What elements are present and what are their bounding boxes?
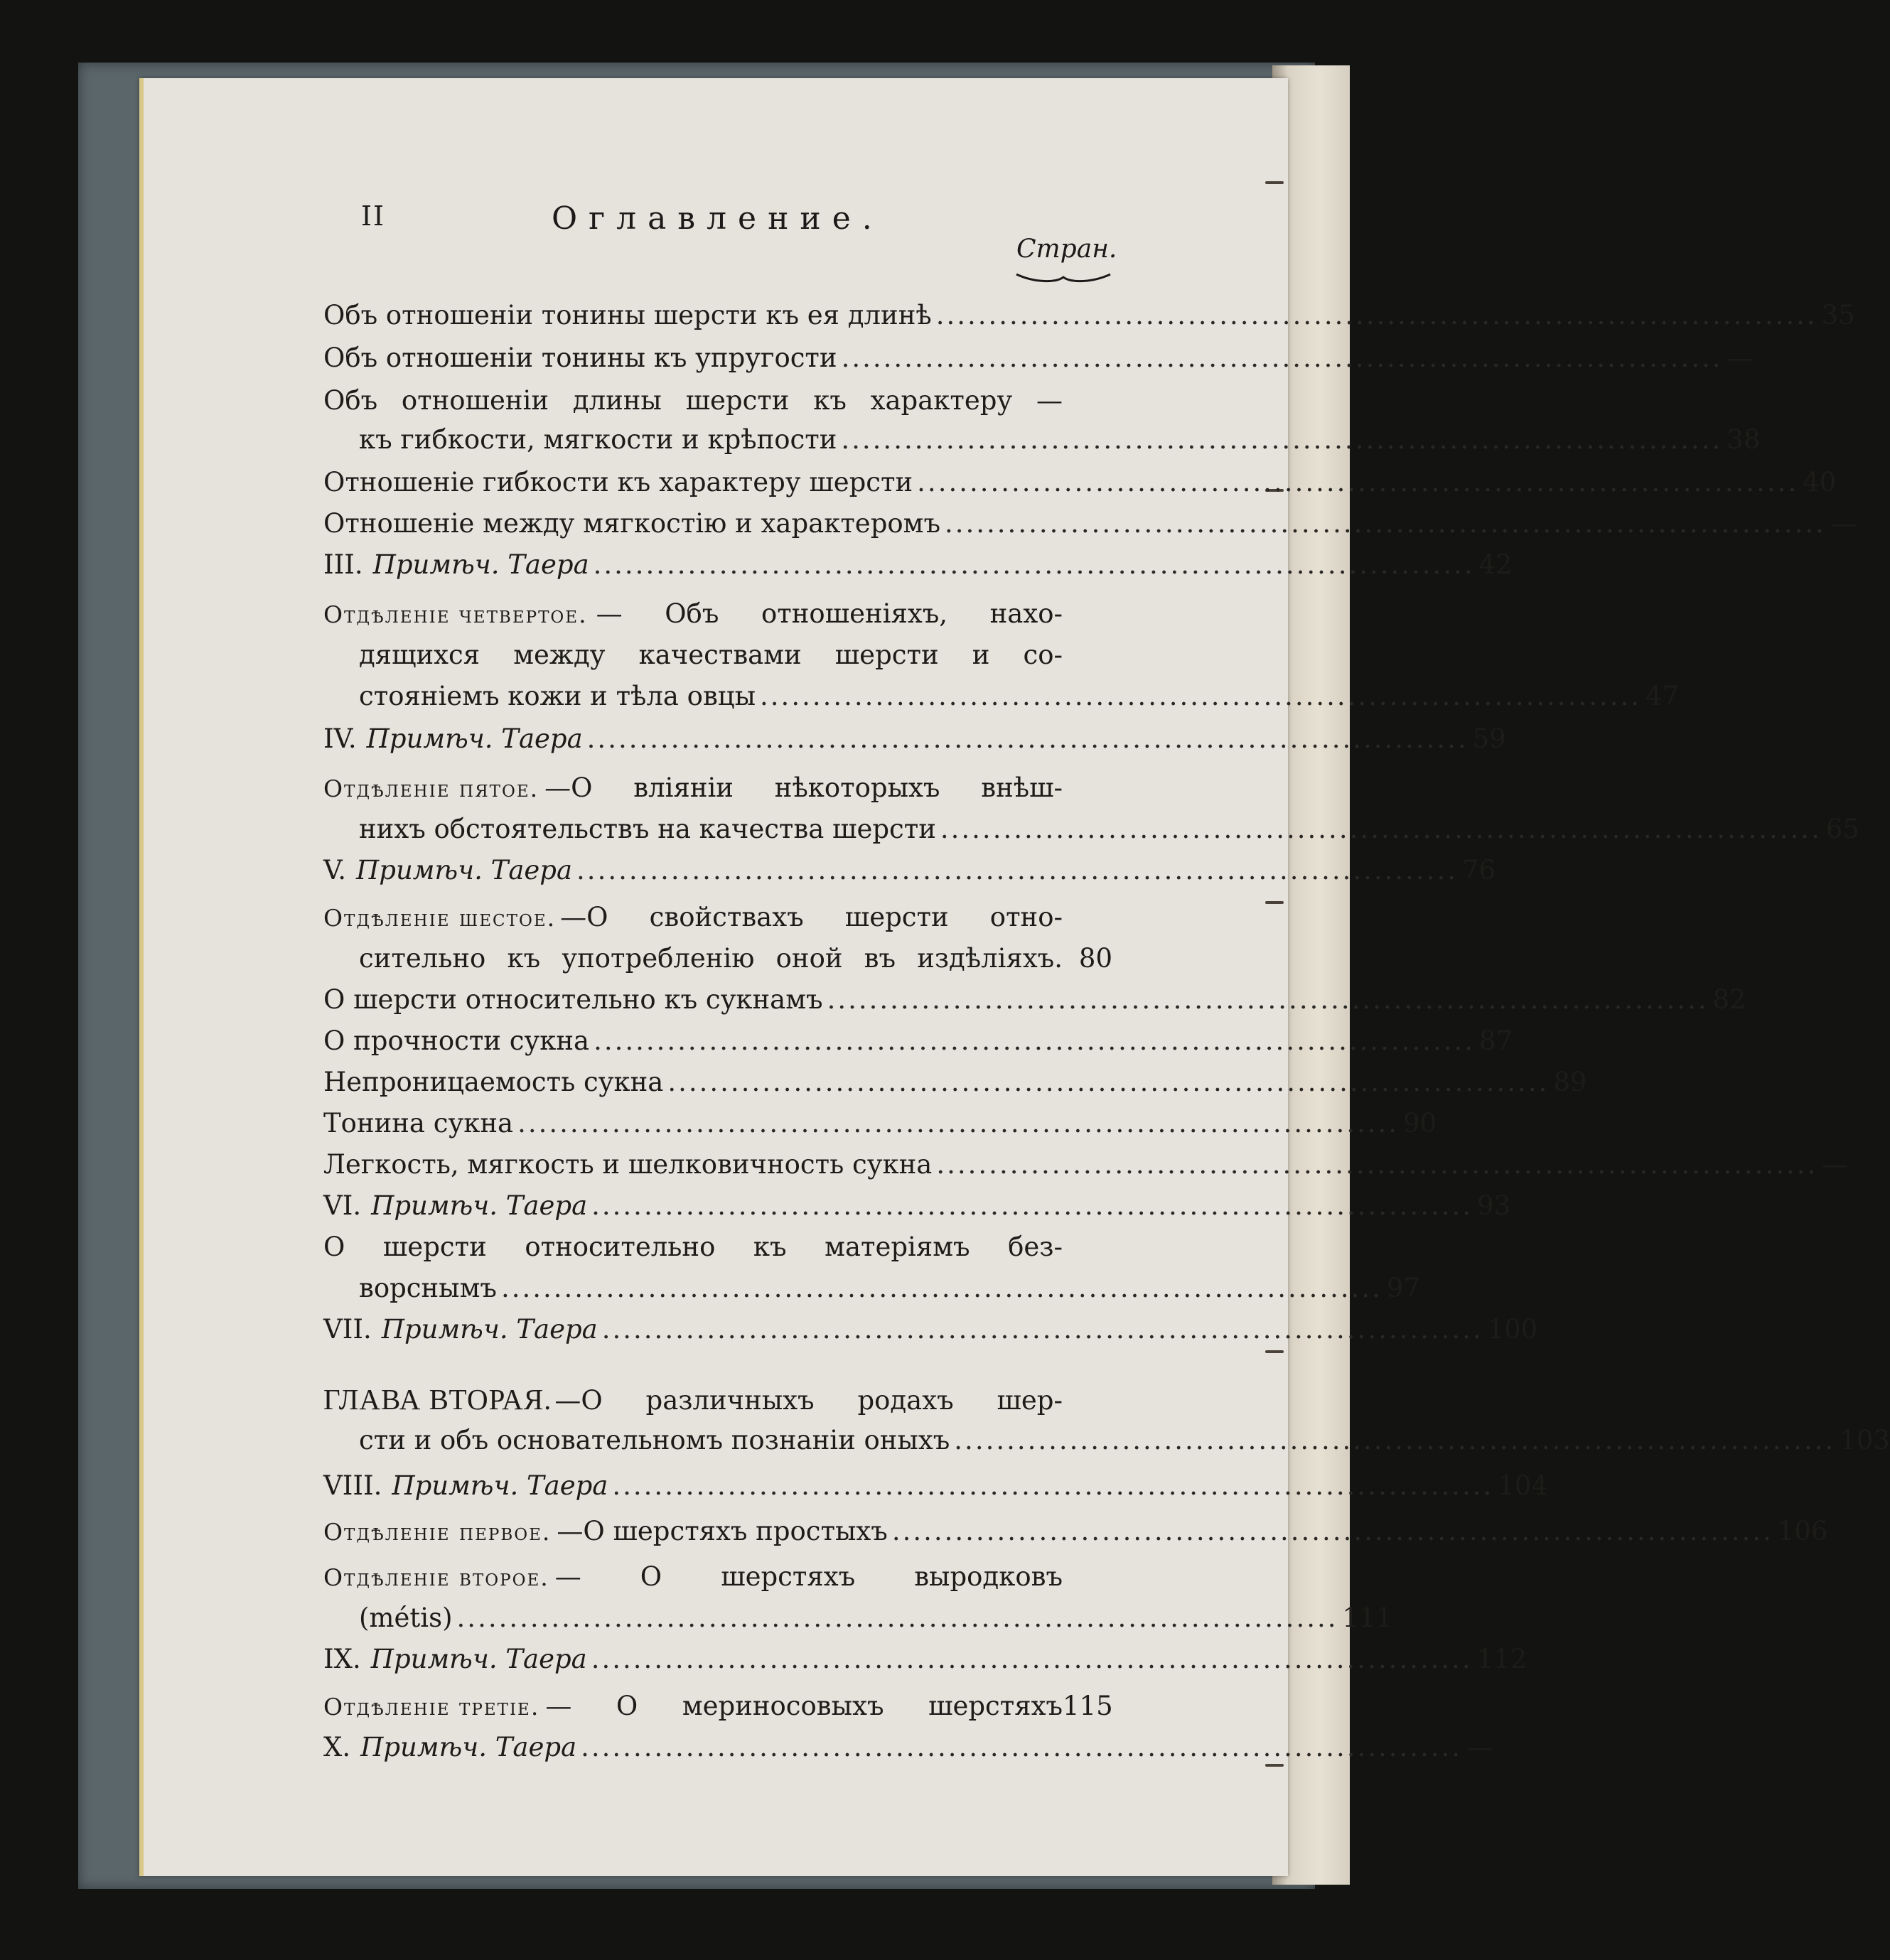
toc-page-number: 115 xyxy=(1063,1691,1113,1721)
toc-page-number: 104 xyxy=(1498,1470,1548,1501)
toc-entry xyxy=(323,850,1496,891)
toc-entry-text: Примѣч. Таера xyxy=(366,723,583,754)
toc-entry-text: Объ отношенiи тонины шерсти къ ея длинѣ xyxy=(323,300,932,330)
toc-entry-text: Примѣч. Таера xyxy=(392,1470,608,1501)
toc-entry-number: III. xyxy=(323,549,363,580)
dot-leader: .................................................................................... xyxy=(593,549,1475,580)
toc-entry-text: Примѣч. Таера xyxy=(372,549,589,580)
dot-leader: .................................................................................... xyxy=(936,1149,1818,1180)
toc-entry-text: — Объ отношенiяхъ, нахо- xyxy=(596,598,1063,629)
toc-entry xyxy=(323,295,1855,336)
toc-entry-text: Объ отношенiи длины шерсти къ характеру — xyxy=(323,385,1063,416)
toc-entry xyxy=(323,897,1112,938)
toc-page-number: 111 xyxy=(1342,1603,1393,1633)
toc-entry-text: стоянiемъ кожи и тѣла овцы xyxy=(359,681,756,711)
toc-entry xyxy=(323,1062,1587,1103)
toc-page-number: 76 xyxy=(1462,855,1496,885)
dot-leader: .................................................................................... xyxy=(667,1067,1550,1097)
toc-page-number: — xyxy=(1466,1732,1493,1762)
toc-entry xyxy=(323,979,1746,1021)
toc-entry-text: —О свойствахъ шерсти отно- xyxy=(560,902,1063,932)
toc-page-number: 112 xyxy=(1476,1644,1527,1674)
toc-entry-number: IV. xyxy=(323,723,357,754)
toc-entry-number: V. xyxy=(323,855,347,885)
toc-entry xyxy=(359,809,1859,850)
toc-section-heading: Отдѣленiе третiе. xyxy=(323,1693,540,1721)
dot-leader: .................................................................................... xyxy=(944,508,1826,539)
page-title: Оглавление. xyxy=(552,200,884,237)
toc-entry xyxy=(323,1639,1527,1680)
toc-page-number: 93 xyxy=(1477,1190,1511,1221)
toc-entry-text: дящихся между качествами шерсти и со- xyxy=(359,640,1063,670)
toc-entry xyxy=(359,1268,1420,1309)
toc-entry xyxy=(323,1021,1513,1062)
toc-entry-text: Тонина сукна xyxy=(323,1108,514,1138)
toc-entry-text: Примѣч. Таера xyxy=(360,1732,577,1762)
dot-leader: .................................................................................... xyxy=(500,1273,1382,1303)
toc-page-number: — xyxy=(1830,508,1857,539)
toc-page-number: 89 xyxy=(1553,1067,1587,1097)
toc-entry-number: VI. xyxy=(323,1190,362,1221)
toc-entry xyxy=(323,503,1857,544)
toc-entry xyxy=(323,593,1112,635)
page-number: II xyxy=(361,200,386,232)
toc-entry xyxy=(359,635,1112,676)
dot-leader: .................................................................................... xyxy=(517,1108,1400,1138)
toc-entry-text: Объ отношенiи тонины къ упругости xyxy=(323,343,837,373)
dot-leader: .................................................................................... xyxy=(576,855,1458,885)
toc-entry xyxy=(323,768,1112,809)
toc-entry-text: Легкость, мягкость и шелковичность сукна xyxy=(323,1149,933,1180)
toc-entry-number: VIII. xyxy=(323,1470,382,1501)
dot-leader: .................................................................................... xyxy=(841,424,1723,455)
toc-section-heading: Отдѣленiе шестое. xyxy=(323,904,557,932)
toc-entry-text: — О мериносовыхъ шерстяхъ xyxy=(545,1691,1063,1721)
toc-entry xyxy=(323,1465,1548,1507)
toc-entry-text: Примѣч. Таера xyxy=(371,1190,588,1221)
toc-page-number: 35 xyxy=(1821,300,1855,330)
dot-leader: .................................................................................... xyxy=(954,1425,1836,1455)
toc-section-heading: Отдѣленiе пятое. xyxy=(323,775,539,802)
toc-entry xyxy=(359,1420,1890,1461)
dot-leader: .................................................................................... xyxy=(456,1603,1338,1633)
dot-leader: .................................................................................... xyxy=(935,300,1817,330)
toc-entry-text: сительно къ употребленiю оной въ издѣлiяхъ. xyxy=(359,943,1063,974)
toc-entry-text: —О шерстяхъ простыхъ xyxy=(557,1516,888,1546)
toc-page-number: 90 xyxy=(1403,1108,1437,1138)
toc-page-number: 40 xyxy=(1803,467,1837,497)
toc-entry xyxy=(359,938,1112,979)
dot-leader: .................................................................................... xyxy=(760,681,1641,711)
toc-page-number: 82 xyxy=(1712,984,1746,1015)
toc-page-number: 106 xyxy=(1777,1516,1828,1546)
toc-entry xyxy=(323,1511,1828,1552)
toc-entry-text: —О влiянiи нѣкоторыхъ внѣш- xyxy=(544,772,1063,803)
toc-entry xyxy=(323,1556,1112,1598)
toc-section-heading: Отдѣленiе первое. xyxy=(323,1518,552,1546)
toc-entry-text: Примѣч. Таера xyxy=(356,855,573,885)
dot-leader: .................................................................................... xyxy=(940,814,1822,844)
toc-entry xyxy=(359,676,1680,717)
toc-entry-text: Примѣч. Таера xyxy=(381,1314,598,1345)
toc-entry xyxy=(323,462,1837,503)
toc-entry-text: О шерсти относительно къ сукнамъ xyxy=(323,984,823,1015)
toc-entry-text: О шерсти относительно къ матерiямъ без- xyxy=(323,1232,1063,1262)
toc-entry xyxy=(323,1727,1493,1768)
toc-entry-text: Отношенiе гибкости къ характеру шерсти xyxy=(323,467,913,497)
toc-page-number: 59 xyxy=(1472,723,1506,754)
toc-entry xyxy=(323,718,1506,760)
toc-entry-text: Примѣч. Таера xyxy=(370,1644,587,1674)
toc-page-number: 80 xyxy=(1078,943,1112,974)
toc-entry xyxy=(323,1309,1538,1350)
toc-entry-text: нихъ обстоятельствъ на качества шерсти xyxy=(359,814,936,844)
toc-page-number: — xyxy=(1727,343,1754,373)
toc-entry xyxy=(323,1144,1849,1185)
toc-page-number: 65 xyxy=(1825,814,1859,844)
dot-leader: .................................................................................... xyxy=(917,467,1799,497)
toc-page-number: — xyxy=(1822,1149,1849,1180)
toc-page-number: 38 xyxy=(1727,424,1761,455)
toc-entry-number: IX. xyxy=(323,1644,361,1674)
toc-entry xyxy=(323,1379,1112,1420)
dot-leader: .................................................................................... xyxy=(581,1732,1463,1762)
toc-entry-text: сти и объ основательномъ познанiи оныхъ xyxy=(359,1425,950,1455)
toc-entry-text: Непроницаемость сукна xyxy=(323,1067,664,1097)
toc-entry xyxy=(323,1185,1511,1227)
toc-page-number: 97 xyxy=(1386,1273,1420,1303)
toc-section-heading: Отдѣленiе второе. xyxy=(323,1563,549,1591)
toc-page-number: 47 xyxy=(1645,681,1680,711)
toc-entry xyxy=(323,544,1513,586)
toc-entry-text: (métis) xyxy=(359,1603,453,1633)
toc-entry-text: О прочности сукна xyxy=(323,1025,590,1056)
dot-leader: .................................................................................... xyxy=(827,984,1709,1015)
dot-leader: .................................................................................... xyxy=(612,1470,1494,1501)
dot-leader: .................................................................................... xyxy=(601,1314,1483,1345)
toc-entry xyxy=(359,1598,1393,1639)
toc-entry-text: къ гибкости, мягкости и крѣпости xyxy=(359,424,837,455)
toc-entry xyxy=(323,338,1754,379)
toc-entry xyxy=(323,1227,1112,1268)
toc-entry-number: X. xyxy=(323,1732,351,1762)
toc-entry xyxy=(323,1686,1112,1727)
toc-page-number: 100 xyxy=(1487,1314,1538,1345)
dot-leader: .................................................................................... xyxy=(591,1644,1473,1674)
flourish-underline xyxy=(1014,270,1113,284)
pages-column-label: Стран. xyxy=(1016,235,1117,264)
dot-leader: .................................................................................... xyxy=(586,723,1468,754)
toc-chapter-heading: ГЛАВА ВТОРАЯ. xyxy=(323,1383,552,1416)
toc-entry-text: —О различныхъ родахъ шер- xyxy=(554,1385,1063,1416)
toc-entry-number: VII. xyxy=(323,1314,372,1345)
toc-entry-text: Отношенiе между мягкостiю и характеромъ xyxy=(323,508,940,539)
toc-section-heading: Отдѣленiе четвертое. xyxy=(323,601,588,628)
dot-leader: .................................................................................... xyxy=(841,343,1723,373)
dot-leader: .................................................................................... xyxy=(891,1516,1773,1546)
toc-page-number: 87 xyxy=(1479,1025,1513,1056)
toc-page-number: 42 xyxy=(1478,549,1513,580)
dot-leader: .................................................................................... xyxy=(591,1190,1473,1221)
toc-page-number: 103 xyxy=(1840,1425,1890,1455)
toc-entry-text: — О шерстяхъ выродковъ xyxy=(554,1561,1063,1592)
toc-entry xyxy=(323,380,1112,421)
toc-entry xyxy=(359,419,1761,461)
toc-entry xyxy=(323,1103,1437,1144)
toc-entry-text: ворснымъ xyxy=(359,1273,497,1303)
dot-leader: .................................................................................... xyxy=(594,1025,1476,1056)
